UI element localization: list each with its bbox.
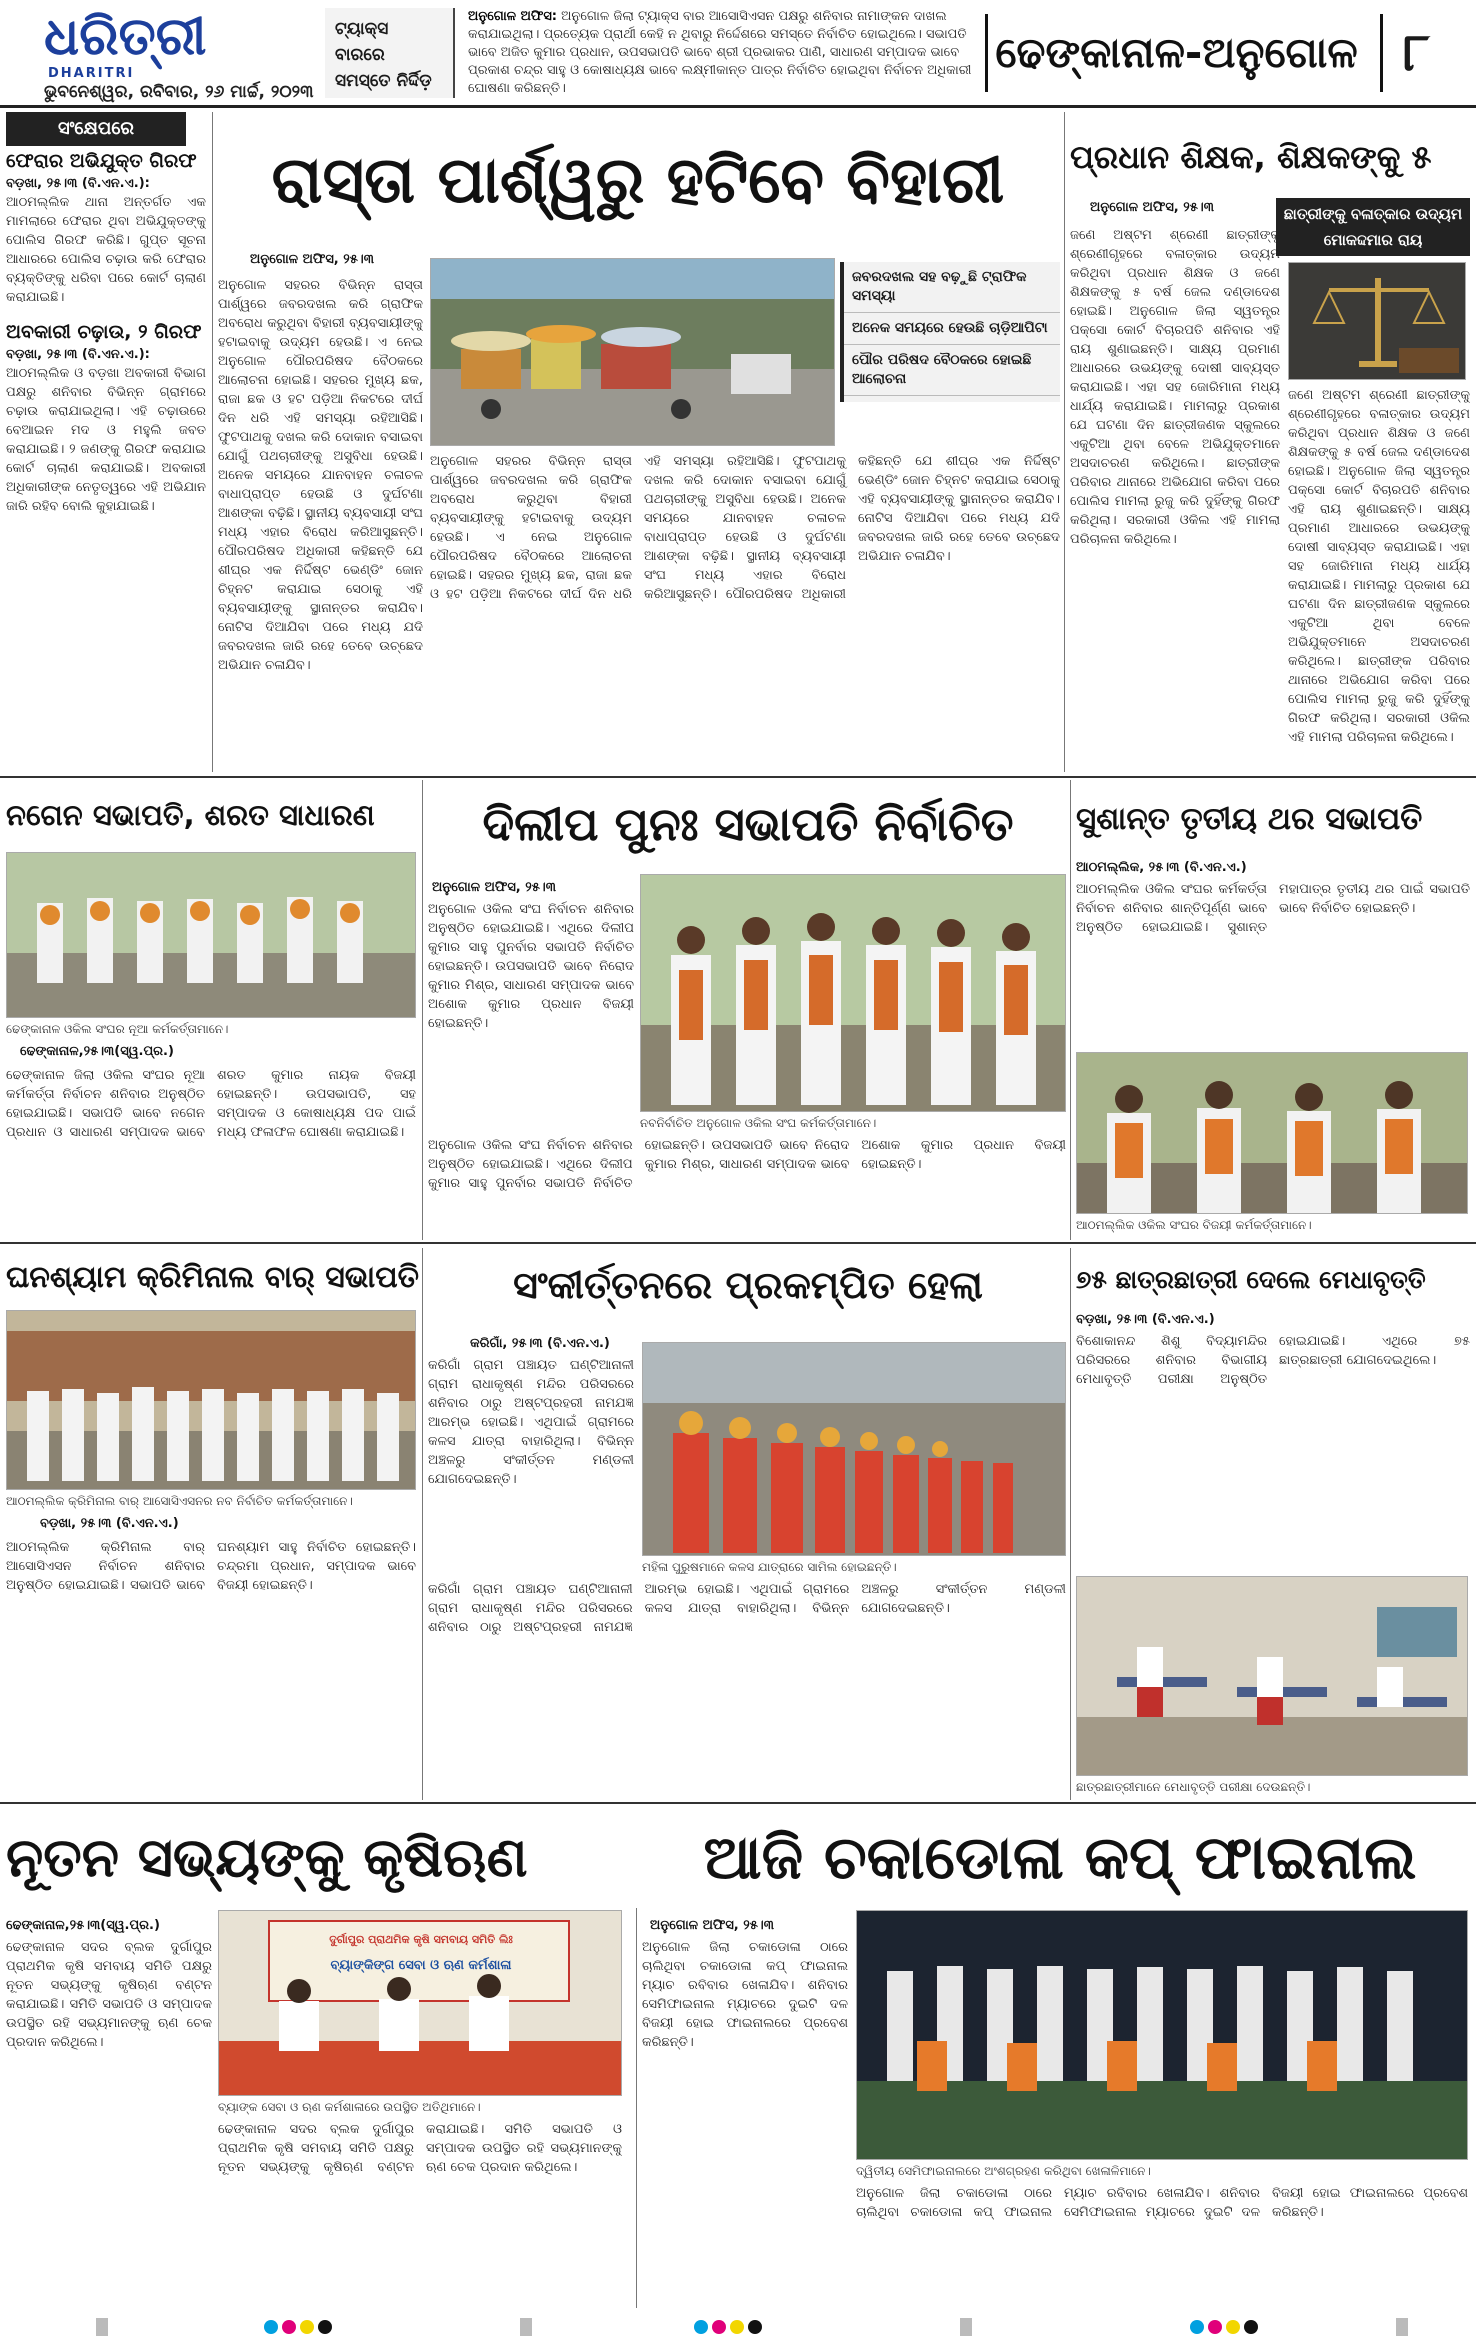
crop-loan-headline: ନୂତନ ସଭ୍ୟଙ୍କୁ କୃଷିଋଣ: [6, 1826, 528, 1889]
print-registration-strip: [0, 2316, 1476, 2339]
crop-loan-banner-line2: ବ୍ୟାଙ୍କିଙ୍ଗ ସେବା ଓ ଋଣ କର୍ମଶାଳା: [330, 1958, 512, 1973]
scholarship-text: ବିଶୋକାନନ୍ଦ ଶିଶୁ ବିଦ୍ୟାମନ୍ଦିର ପରିସରରେ ଶନିବାର ବିଭାଗୀୟ ମେଧାବୃତ୍ତି ପରୀକ୍ଷା ଅନୁଷ୍ଠିତ ହୋଇଯାଇଛି। ଏଥିରେ ୭୫ ଛାତ୍ରଛାତ୍ରୀ ଯୋଗଦେଇଥିଲେ।: [1076, 1334, 1470, 1387]
logo-text: ଧରିତ୍ରୀ: [44, 6, 207, 67]
yellow-dot-icon: [730, 2320, 744, 2334]
black-dot-icon: [748, 2320, 762, 2334]
dhenkanal-bar-photo: [6, 852, 416, 1018]
column-divider: [422, 780, 423, 1240]
column-divider: [1064, 112, 1065, 772]
cricket-team-photo: [856, 1910, 1468, 2160]
angul-bar-text-col2: ଅନୁଗୋଳ ଓକିଲ ସଂଘ ନିର୍ବାଚନ ଶନିବାର ଅନୁଷ୍ଠିତ ହୋଇଯାଇଛି। ଏଥିରେ ଦିଲୀପ କୁମାର ସାହୁ ପୁନର୍ବାର ସଭାପତି ନିର୍ବାଚିତ ହୋଇଛନ୍ତି। ଉପସଭାପତି ଭାବେ ନିରୋଦ କୁମାର ମିଶ୍ର, ସାଧାରଣ ସମ୍ପାଦକ ଭାବେ ଅଶୋକ କୁମାର ପ୍ରଧାନ ବିଜୟୀ ହୋଇଛନ୍ତି।: [428, 1138, 1066, 1191]
column-divider: [636, 1908, 637, 2308]
cyan-dot-icon: [1190, 2320, 1204, 2334]
ticker-story: [468, 8, 978, 98]
scholarship-headline: ୭୫ ଛାତ୍ରଛାତ୍ରୀ ଦେଲେ ମେଧାବୃତ୍ତି: [1076, 1265, 1426, 1294]
sankirtan-byline: କରିଗାଁ, ୨୫।୩ (ବି.ଏନ.ଏ.): [470, 1336, 610, 1351]
black-dot-icon: [1244, 2320, 1258, 2334]
registration-mark: [520, 2318, 532, 2336]
lead-headline: ରାସ୍ତା ପାର୍ଶ୍ୱରୁ ହଟିବେ ବିହାରୀ: [271, 144, 1005, 218]
athmallik-bar-headline: ସୁଶାନ୍ତ ତୃତୀୟ ଥର ସଭାପତି: [1076, 801, 1423, 837]
lead-text-col2: ଅନୁଗୋଳ ସହରର ବିଭିନ୍ନ ରାସ୍ତା ପାର୍ଶ୍ୱରେ ଜବରଦଖଲ କରି ଗ୍ରାଫିକ ଅବରୋଧ କରୁଥିବା ବିହାରୀ ବ୍ୟବସାୟୀଙ୍କୁ ହଟାଇବାକୁ ଉଦ୍ୟମ ହେଉଛି। ଏ ନେଇ ଅନୁଗୋଳ ପୌରପରିଷଦ ବୈଠକରେ ଆଲୋଚନା ହୋଇଛି। ସହରର ମୁଖ୍ୟ ଛକ, ରାଜା ଛକ ଓ ହଟ ପଡ଼ିଆ ନିକଟରେ ଦୀର୍ଘ ଦିନ ଧରି ଏହି ସମସ୍ୟା ରହିଆସିଛି। ଫୁଟପାଥକୁ ଦଖଲ କରି ଦୋକାନ ବସାଇବା ଯୋଗୁଁ ପଥଚାରୀଙ୍କୁ ଅସୁବିଧା ହେଉଛି। ଅନେକ ସମୟରେ ଯାନବାହନ ଚଳାଚଳ ବାଧାପ୍ରାପ୍ତ ହେଉଛି ଓ ଦୁର୍ଘଟଣା ଆଶଙ୍କା ବଢ଼ିଛି। ସ୍ଥାନୀୟ ବ୍ୟବସାୟୀ ସଂଘ ମଧ୍ୟ ଏହାର ବିରୋଧ କରିଆସୁଛନ୍ତି। ପୌରପରିଷଦ ଅଧିକାରୀ କହିଛନ୍ତି ଯେ ଶୀଘ୍ର ଏକ ନିର୍ଦ୍ଦିଷ୍ଟ ଭେଣ୍ଡିଂ ଜୋନ ଚିହ୍ନଟ କରାଯାଇ ସେଠାକୁ ଏହି ବ୍ୟବସାୟୀଙ୍କୁ ସ୍ଥାନାନ୍ତର କରାଯିବ। ନୋଟିସ ଦିଆଯିବା ପରେ ମଧ୍ୟ ଯଦି ଜବରଦଖଲ ଜାରି ରହେ ତେବେ ଉଚ୍ଛେଦ ଅଭିଯାନ ଚଳାଯିବ।: [430, 454, 1060, 602]
court-text-col1: ଜଣେ ଅଷ୍ଟମ ଶ୍ରେଣୀ ଛାତ୍ରୀଙ୍କୁ ଶ୍ରେଣୀଗୃହରେ ବଳାତ୍କାର ଉଦ୍ୟମ କରିଥିବା ପ୍ରଧାନ ଶିକ୍ଷକ ଓ ଜଣେ ଶିକ୍ଷକଙ୍କୁ ୫ ବର୍ଷ ଜେଲ ଦଣ୍ଡାଦେଶ ହୋଇଛି। ଅନୁଗୋଳ ଜିଲା ସ୍ୱତନ୍ତ୍ର ପକ୍ସୋ କୋର୍ଟ ବିଚାରପତି ଶନିବାର ଏହି ରାୟ ଶୁଣାଇଛନ୍ତି। ସାକ୍ଷ୍ୟ ପ୍ରମାଣ ଆଧାରରେ ଉଭୟଙ୍କୁ ଦୋଷୀ ସାବ୍ୟସ୍ତ କରାଯାଇଛି। ଏହା ସହ ଜୋରିମାନା ମଧ୍ୟ ଧାର୍ଯ୍ୟ କରାଯାଇଛି। ମାମଲାରୁ ପ୍ରକାଶ ଯେ ଘଟଣା ଦିନ ଛାତ୍ରୀଜଣକ ସ୍କୁଲରେ ଏକୁଟିଆ ଥିବା ବେଳେ ଅଭିଯୁକ୍ତମାନେ ଅସଦାଚରଣ କରିଥିଲେ। ଛାତ୍ରୀଙ୍କ ପରିବାର ଥାନାରେ ଅଭିଯୋଗ କରିବା ପରେ ପୋଲିସ ମାମଲା ରୁଜୁ କରି ଦୁହିଁଙ୍କୁ ଗିରଫ କରିଥିଲା। ସରକାରୀ ଓକିଲ ଏହି ମାମଲା ପରିଚାଳନା କରିଥିଲେ।: [1070, 228, 1280, 547]
cricket-byline: ଅନୁଗୋଳ ଅଫିସ, ୨୫।୩: [650, 1918, 774, 1933]
section-title: ଢେଙ୍କାନାଳ-ଅନୁଗୋଳ: [985, 14, 1365, 92]
page-number: ୮: [1380, 14, 1450, 92]
highlight-2: ଅନେକ ସମୟରେ ହେଉଛି ଚାଡ଼ିଆପିଟା: [844, 313, 1060, 345]
registration-mark: [960, 2318, 972, 2336]
cricket-caption: ଦ୍ୱିତୀୟ ସେମିଫାଇନାଲରେ ଅଂଶଗ୍ରହଣ କରିଥିବା ଖେଳାଳିମାନେ।: [856, 2164, 1151, 2178]
briefs-label: ସଂକ୍ଷେପରେ: [6, 112, 186, 146]
ticker-tag: ଟ୍ୟାକ୍ସ ବାରରେ ସମସ୍ତେ ନିର୍ଦ୍ଦିଡ଼: [325, 8, 455, 98]
criminal-bar-caption: ଆଠମଲ୍ଲିକ କ୍ରିମିନାଲ ବାର୍ ଆସୋସିଏସନର ନବ ନିର୍ବାଚିତ କର୍ମକର୍ତ୍ତାମାନେ।: [6, 1494, 353, 1508]
dateline: ଭୁବନେଶ୍ୱର, ରବିବାର, ୨୬ ମାର୍ଚ୍ଚ, ୨୦୨୩: [44, 82, 314, 102]
court-text-col2: ଜଣେ ଅଷ୍ଟମ ଶ୍ରେଣୀ ଛାତ୍ରୀଙ୍କୁ ଶ୍ରେଣୀଗୃହରେ ବଳାତ୍କାର ଉଦ୍ୟମ କରିଥିବା ପ୍ରଧାନ ଶିକ୍ଷକ ଓ ଜଣେ ଶିକ୍ଷକଙ୍କୁ ୫ ବର୍ଷ ଜେଲ ଦଣ୍ଡାଦେଶ ହୋଇଛି। ଅନୁଗୋଳ ଜିଲା ସ୍ୱତନ୍ତ୍ର ପକ୍ସୋ କୋର୍ଟ ବିଚାରପତି ଶନିବାର ଏହି ରାୟ ଶୁଣାଇଛନ୍ତି। ସାକ୍ଷ୍ୟ ପ୍ରମାଣ ଆଧାରରେ ଉଭୟଙ୍କୁ ଦୋଷୀ ସାବ୍ୟସ୍ତ କରାଯାଇଛି। ଏହା ସହ ଜୋରିମାନା ମଧ୍ୟ ଧାର୍ଯ୍ୟ କରାଯାଇଛି। ମାମଲାରୁ ପ୍ରକାଶ ଯେ ଘଟଣା ଦିନ ଛାତ୍ରୀଜଣକ ସ୍କୁଲରେ ଏକୁଟିଆ ଥିବା ବେଳେ ଅଭିଯୁକ୍ତମାନେ ଅସଦାଚରଣ କରିଥିଲେ। ଛାତ୍ରୀଙ୍କ ପରିବାର ଥାନାରେ ଅଭିଯୋଗ କରିବା ପରେ ପୋଲିସ ମାମଲା ରୁଜୁ କରି ଦୁହିଁଙ୍କୁ ଗିରଫ କରିଥିଲା। ସରକାରୀ ଓକିଲ ଏହି ମାମଲା ପରିଚାଳନା କରିଥିଲେ।: [1288, 388, 1470, 745]
athmallik-bar-byline: ଆଠମଲ୍ଲିକ, ୨୫।୩ (ବି.ଏନ.ଏ.): [1076, 860, 1247, 875]
athmallik-bar-caption: ଆଠମଲ୍ଲିକ ଓକିଲ ସଂଘର ବିଜୟୀ କର୍ମକର୍ତ୍ତାମାନେ।: [1076, 1218, 1312, 1232]
magenta-dot-icon: [1208, 2320, 1222, 2334]
athmallik-bar-photo: [1076, 1052, 1468, 1214]
lead-highlights: [840, 262, 1060, 402]
yellow-dot-icon: [1226, 2320, 1240, 2334]
court-byline: ଅନୁଗୋଳ ଅଫିସ, ୨୫।୩: [1090, 200, 1214, 215]
cricket-text-col1: ଅନୁଗୋଳ ଜିଲା ଚକାଡୋଳା ଠାରେ ଚାଲିଥିବା ଚକାଡୋଳା କପ୍ ଫାଇନାଲ ମ୍ୟାଚ ରବିବାର ଖେଳାଯିବ। ଶନିବାର ସେମିଫାଇନାଲ ମ୍ୟାଚରେ ଦୁଇଟି ଦଳ ବିଜୟୀ ହୋଇ ଫାଇନାଲରେ ପ୍ରବେଶ କରିଛନ୍ତି।: [642, 1940, 848, 2050]
crop-loan-text-col2: ଢେଙ୍କାନାଳ ସଦର ବ୍ଲକ ଦୁର୍ଗାପୁର ପ୍ରାଥମିକ କୃଷି ସମବାୟ ସମିତି ପକ୍ଷରୁ ନୂତନ ସଭ୍ୟଙ୍କୁ କୃଷିଋଣ ବଣ୍ଟନ କରାଯାଇଛି। ସମିତି ସଭାପତି ଓ ସମ୍ପାଦକ ଉପସ୍ଥିତ ରହି ସଭ୍ୟମାନଙ୍କୁ ଋଣ ଚେକ ପ୍ରଦାନ କରିଥିଲେ।: [218, 2122, 622, 2175]
athmallik-bar-text: ଆଠମଲ୍ଲିକ ଓକିଲ ସଂଘର କର୍ମକର୍ତ୍ତା ନିର୍ବାଚନ ଶନିବାର ଶାନ୍ତିପୂର୍ଣ୍ଣ ଭାବେ ଅନୁଷ୍ଠିତ ହୋଇଯାଇଛି। ସୁଶାନ୍ତ ମହାପାତ୍ର ତୃତୀୟ ଥର ପାଇଁ ସଭାପତି ଭାବେ ନିର୍ବାଚିତ ହୋଇଛନ୍ତି।: [1076, 882, 1470, 935]
kalash-yatra-caption: ମହିଳା ପୁରୁଷମାନେ କଳସ ଯାତ୍ରାରେ ସାମିଲ ହୋଇଛନ୍ତି।: [642, 1560, 897, 1574]
dhenkanal-bar-headline: ନଗେନ ସଭାପତି, ଶରତ ସାଧାରଣ: [6, 798, 375, 832]
black-dot-icon: [318, 2320, 332, 2334]
ticker-lead: ଅନୁଗୋଳ ଅଫିସ:: [468, 9, 557, 24]
column-divider: [1070, 780, 1071, 1240]
highlight-3: ପୌର ପରିଷଦ ବୈଠକରେ ହୋଇଛି ଆଲୋଚନା: [844, 345, 1060, 396]
logo-english: DHARITRI: [48, 66, 135, 81]
scholarship-exam-photo: [1076, 1576, 1468, 1776]
row-divider: [0, 1242, 1476, 1244]
dhenkanal-bar-text: ଢେଙ୍କାନାଳ ଜିଲା ଓକିଲ ସଂଘର ନୂଆ କର୍ମକର୍ତ୍ତା ନିର୍ବାଚନ ଶନିବାର ଅନୁଷ୍ଠିତ ହୋଇଯାଇଛି। ସଭାପତି ଭାବେ ନଗେନ ପ୍ରଧାନ ଓ ସାଧାରଣ ସମ୍ପାଦକ ଭାବେ ଶରତ କୁମାର ନାୟକ ବିଜୟୀ ହୋଇଛନ୍ତି। ଉପସଭାପତି, ସହ ସମ୍ପାଦକ ଓ କୋଷାଧ୍ୟକ୍ଷ ପଦ ପାଇଁ ମଧ୍ୟ ଫଳାଫଳ ଘୋଷଣା କରାଯାଇଛି।: [6, 1068, 416, 1140]
row-divider: [0, 776, 1476, 778]
column-divider: [1070, 1248, 1071, 1800]
criminal-bar-text: ଆଠମଲ୍ଲିକ କ୍ରିମିନାଲ ବାର୍ ଆସୋସିଏସନ ନିର୍ବାଚନ ଶନିବାର ଅନୁଷ୍ଠିତ ହୋଇଯାଇଛି। ସଭାପତି ଭାବେ ଘନଶ୍ୟାମ ସାହୁ ନିର୍ବାଚିତ ହୋଇଛନ୍ତି। ଚନ୍ଦ୍ରମା ପ୍ରଧାନ, ସମ୍ପାଦକ ଭାବେ ବିଜୟୀ ହୋଇଛନ୍ତି।: [6, 1540, 416, 1593]
angul-bar-headline: ଦିଲୀପ ପୁନଃ ସଭାପତି ନିର୍ବାଚିତ: [482, 797, 1014, 851]
yellow-dot-icon: [300, 2320, 314, 2334]
newspaper-logo[interactable]: [44, 6, 304, 86]
crop-loan-photo: [218, 1910, 622, 2096]
brief2-byline: ବଡ଼ଖା, ୨୫।୩ (ବି.ଏନ.ଏ.):: [6, 347, 150, 362]
criminal-bar-headline: ଘନଶ୍ୟାମ କ୍ରିମିନାଲ ବାର୍ ସଭାପତି: [6, 1260, 420, 1295]
cyan-dot-icon: [694, 2320, 708, 2334]
street-vendors-photo: [430, 258, 835, 446]
scholarship-caption: ଛାତ୍ରଛାତ୍ରୀମାନେ ମେଧାବୃତ୍ତି ପରୀକ୍ଷା ଦେଉଛନ୍ତି।: [1076, 1780, 1311, 1794]
court-headline: ପ୍ରଧାନ ଶିକ୍ଷକ, ଶିକ୍ଷକଙ୍କୁ ୫: [1070, 138, 1432, 176]
sankirtan-text-col2: କରିଗାଁ ଗ୍ରାମ ପଞ୍ଚାୟତ ଘଣ୍ଟିଆନାଳୀ ଗ୍ରାମ ରାଧାକୃଷ୍ଣ ମନ୍ଦିର ପରିସରରେ ଶନିବାର ଠାରୁ ଅଷ୍ଟପ୍ରହରୀ ନାମଯଜ୍ଞ ଆରମ୍ଭ ହୋଇଛି। ଏଥିପାଇଁ ଗ୍ରାମରେ କଳସ ଯାତ୍ରା ବାହାରିଥିଲା। ବିଭିନ୍ନ ଅଞ୍ଚଳରୁ ସଂକୀର୍ତ୍ତନ ମଣ୍ଡଳୀ ଯୋଗଦେଇଛନ୍ତି।: [428, 1582, 1066, 1635]
angul-bar-byline: ଅନୁଗୋଳ ଅଫିସ, ୨୫।୩: [432, 880, 556, 895]
kalash-yatra-photo: [642, 1342, 1066, 1556]
angul-bar-text-col1: ଅନୁଗୋଳ ଓକିଲ ସଂଘ ନିର୍ବାଚନ ଶନିବାର ଅନୁଷ୍ଠିତ ହୋଇଯାଇଛି। ଏଥିରେ ଦିଲୀପ କୁମାର ସାହୁ ପୁନର୍ବାର ସଭାପତି ନିର୍ବାଚିତ ହୋଇଛନ୍ତି। ଉପସଭାପତି ଭାବେ ନିରୋଦ କୁମାର ମିଶ୍ର, ସାଧାରଣ ସମ୍ପାଦକ ଭାବେ ଅଶୋକ କୁମାର ପ୍ରଧାନ ବିଜୟୀ ହୋଇଛନ୍ତି।: [428, 902, 634, 1031]
column-divider: [422, 1248, 423, 1800]
justice-scale-photo: [1288, 262, 1466, 380]
magenta-dot-icon: [282, 2320, 296, 2334]
highlight-1: ଜବରଦଖଲ ସହ ବଢ଼ୁଛି ଟ୍ରାଫିକ ସମସ୍ୟା: [844, 262, 1060, 313]
dhenkanal-bar-byline: ଢେଙ୍କାନାଳ,୨୫।୩(ସ୍ୱ.ପ୍ର.): [20, 1044, 174, 1059]
dhenkanal-bar-caption: ଢେଙ୍କାନାଳ ଓକିଲ ସଂଘର ନୂଆ କର୍ମକର୍ତ୍ତାମାନେ।: [6, 1022, 229, 1036]
crop-loan-text-col1: ଢେଙ୍କାନାଳ ସଦର ବ୍ଲକ ଦୁର୍ଗାପୁର ପ୍ରାଥମିକ କୃଷି ସମବାୟ ସମିତି ପକ୍ଷରୁ ନୂତନ ସଭ୍ୟଙ୍କୁ କୃଷିଋଣ ବଣ୍ଟନ କରାଯାଇଛି। ସମିତି ସଭାପତି ଓ ସମ୍ପାଦକ ଉପସ୍ଥିତ ରହି ସଭ୍ୟମାନଙ୍କୁ ଋଣ ଚେକ ପ୍ରଦାନ କରିଥିଲେ।: [6, 1940, 212, 2050]
brief1-headline: ଫେରାର ଅଭିଯୁକ୍ତ ଗିରଫ: [6, 150, 197, 172]
scholarship-byline: ବଡ଼ଖା, ୨୫।୩ (ବି.ଏନ.ଏ.): [1076, 1312, 1215, 1327]
brief2-text: ଆଠମଲ୍ଲିକ ଓ ବଡ଼ଖା ଅବକାରୀ ବିଭାଗ ପକ୍ଷରୁ ଶନିବାର ବିଭିନ୍ନ ଗ୍ରାମରେ ଚଢ଼ାଉ କରାଯାଇଥିଲା। ଏହି ଚଢ଼ାଉରେ ବେଆଇନ ମଦ ଓ ମହୁଲି ଜବତ କରାଯାଇଛି। ୨ ଜଣଙ୍କୁ ଗିରଫ କରାଯାଇ କୋର୍ଟ ଚାଲାଣ କରାଯାଇଛି। ଅବକାରୀ ଅଧିକାରୀଙ୍କ ନେତୃତ୍ୱରେ ଏହି ଅଭିଯାନ ଜାରି ରହିବ ବୋଲି କୁହାଯାଇଛି।: [6, 366, 206, 514]
criminal-bar-photo: [6, 1310, 416, 1490]
criminal-bar-byline: ବଡ଼ଖା, ୨୫।୩ (ବି.ଏନ.ଏ.): [40, 1516, 179, 1531]
briefs-column: [6, 150, 206, 750]
sankirtan-text-col1: କରିଗାଁ ଗ୍ରାମ ପଞ୍ଚାୟତ ଘଣ୍ଟିଆନାଳୀ ଗ୍ରାମ ରାଧାକୃଷ୍ଣ ମନ୍ଦିର ପରିସରରେ ଶନିବାର ଠାରୁ ଅଷ୍ଟପ୍ରହରୀ ନାମଯଜ୍ଞ ଆରମ୍ଭ ହୋଇଛି। ଏଥିପାଇଁ ଗ୍ରାମରେ କଳସ ଯାତ୍ରା ବାହାରିଥିଲା। ବିଭିନ୍ନ ଅଞ୍ଚଳରୁ ସଂକୀର୍ତ୍ତନ ମଣ୍ଡଳୀ ଯୋଗଦେଇଛନ୍ତି।: [428, 1358, 634, 1487]
brief1-byline: ବଡ଼ଖା, ୨୫।୩ (ବି.ଏନ.ଏ.):: [6, 176, 150, 191]
court-badge: ଛାତ୍ରୀଙ୍କୁ ବଳାତ୍କାର ଉଦ୍ୟମ ମୋକଦ୍ଦମାର ରାୟ: [1276, 198, 1470, 256]
registration-mark: [96, 2318, 108, 2336]
registration-mark: [1396, 2318, 1408, 2336]
crop-loan-caption: ବ୍ୟାଙ୍କ ସେବା ଓ ଋଣ କର୍ମଶାଳାରେ ଉପସ୍ଥିତ ଅତିଥିମାନେ।: [218, 2100, 481, 2114]
cricket-text-col2: ଅନୁଗୋଳ ଜିଲା ଚକାଡୋଳା ଠାରେ ଚାଲିଥିବା ଚକାଡୋଳା କପ୍ ଫାଇନାଲ ମ୍ୟାଚ ରବିବାର ଖେଳାଯିବ। ଶନିବାର ସେମିଫାଇନାଲ ମ୍ୟାଚରେ ଦୁଇଟି ଦଳ ବିଜୟୀ ହୋଇ ଫାଇନାଲରେ ପ୍ରବେଶ କରିଛନ୍ତି।: [856, 2186, 1468, 2220]
row-divider: [0, 1802, 1476, 1804]
cricket-cup-headline: ଆଜି ଚକାଡୋଳା କପ୍ ଫାଇନାଲ: [703, 1823, 1417, 1893]
sankirtan-headline: ସଂକୀର୍ତ୍ତନରେ ପ୍ରକମ୍ପିତ ହେଲା: [513, 1263, 983, 1307]
column-divider: [212, 112, 213, 772]
angul-bar-caption: ନବନିର୍ବାଚିତ ଅନୁଗୋଳ ଓକିଲ ସଂଘ କର୍ମକର୍ତ୍ତାମାନେ।: [640, 1116, 877, 1130]
crop-loan-byline: ଢେଙ୍କାନାଳ,୨୫।୩(ସ୍ୱ.ପ୍ର.): [6, 1918, 160, 1933]
cyan-dot-icon: [264, 2320, 278, 2334]
crop-loan-banner-line1: ଦୁର୍ଗାପୁର ପ୍ରାଥମିକ କୃଷି ସମବାୟ ସମିତି ଲିଃ: [329, 1933, 513, 1946]
masthead: [0, 0, 1476, 108]
brief1-text: ଆଠମଲ୍ଲିକ ଥାନା ଅନ୍ତର୍ଗତ ଏକ ମାମଲାରେ ଫେରାର ଥିବା ଅଭିଯୁକ୍ତଙ୍କୁ ପୋଲିସ ଗିରଫ କରିଛି। ଗୁପ୍ତ ସୂଚନା ଆଧାରରେ ପୋଲିସ ଚଢ଼ାଉ କରି ଫେରାର ବ୍ୟକ୍ତିଙ୍କୁ ଧରିବା ପରେ କୋର୍ଟ ଚାଲାଣ କରାଯାଇଛି।: [6, 195, 206, 305]
lead-byline: ଅନୁଗୋଳ ଅଫିସ, ୨୫।୩: [250, 252, 374, 267]
magenta-dot-icon: [712, 2320, 726, 2334]
angul-bar-photo: [640, 874, 1066, 1112]
lead-text-col1: ଅନୁଗୋଳ ସହରର ବିଭିନ୍ନ ରାସ୍ତା ପାର୍ଶ୍ୱରେ ଜବରଦଖଲ କରି ଗ୍ରାଫିକ ଅବରୋଧ କରୁଥିବା ବିହାରୀ ବ୍ୟବସାୟୀଙ୍କୁ ହଟାଇବାକୁ ଉଦ୍ୟମ ହେଉଛି। ଏ ନେଇ ଅନୁଗୋଳ ପୌରପରିଷଦ ବୈଠକରେ ଆଲୋଚନା ହୋଇଛି। ସହରର ମୁଖ୍ୟ ଛକ, ରାଜା ଛକ ଓ ହଟ ପଡ଼ିଆ ନିକଟରେ ଦୀର୍ଘ ଦିନ ଧରି ଏହି ସମସ୍ୟା ରହିଆସିଛି। ଫୁଟପାଥକୁ ଦଖଲ କରି ଦୋକାନ ବସାଇବା ଯୋଗୁଁ ପଥଚାରୀଙ୍କୁ ଅସୁବିଧା ହେଉଛି। ଅନେକ ସମୟରେ ଯାନବାହନ ଚଳାଚଳ ବାଧାପ୍ରାପ୍ତ ହେଉଛି ଓ ଦୁର୍ଘଟଣା ଆଶଙ୍କା ବଢ଼ିଛି। ସ୍ଥାନୀୟ ବ୍ୟବସାୟୀ ସଂଘ ମଧ୍ୟ ଏହାର ବିରୋଧ କରିଆସୁଛନ୍ତି। ପୌରପରିଷଦ ଅଧିକାରୀ କହିଛନ୍ତି ଯେ ଶୀଘ୍ର ଏକ ନିର୍ଦ୍ଦିଷ୍ଟ ଭେଣ୍ଡିଂ ଜୋନ ଚିହ୍ନଟ କରାଯାଇ ସେଠାକୁ ଏହି ବ୍ୟବସାୟୀଙ୍କୁ ସ୍ଥାନାନ୍ତର କରାଯିବ। ନୋଟିସ ଦିଆଯିବା ପରେ ମଧ୍ୟ ଯଦି ଜବରଦଖଲ ଜାରି ରହେ ତେବେ ଉଚ୍ଛେଦ ଅଭିଯାନ ଚଳାଯିବ।: [218, 278, 423, 673]
brief2-headline: ଅବକାରୀ ଚଢ଼ାଉ, ୨ ଗିରଫ: [6, 321, 202, 343]
ticker-body: ଅନୁଗୋଳ ଜିଲା ଟ୍ୟାକ୍ସ ବାର ଆସୋସିଏସନ ପକ୍ଷରୁ ଶନିବାର ନାମାଙ୍କନ ଦାଖଲ କରାଯାଇଥିଲା। ପ୍ରତ୍ୟେକ ପ୍ରାର୍ଥୀ କେହି ନ ଥିବାରୁ ନିର୍ଦ୍ଦେଶରେ ସମସ୍ତେ ନିର୍ବାଚିତ ହୋଇଥିଲେ। ସଭାପତି ଭାବେ ଅଜିତ କୁମାର ପ୍ରଧାନ, ଉପସଭାପତି ଭାବେ ଶ୍ରୀ ପ୍ରଭାକର ପାଣି, ସାଧାରଣ ସମ୍ପାଦକ ଭାବେ ପ୍ରକାଶ ଚନ୍ଦ୍ର ସାହୁ ଓ କୋଷାଧ୍ୟକ୍ଷ ଭାବେ ଲକ୍ଷ୍ମୀକାନ୍ତ ପାତ୍ର ନିର୍ବାଚିତ ହୋଇଥିବା ନିର୍ବାଚନ ଅଧିକାରୀ ଘୋଷଣା କରିଛନ୍ତି।: [468, 9, 972, 96]
